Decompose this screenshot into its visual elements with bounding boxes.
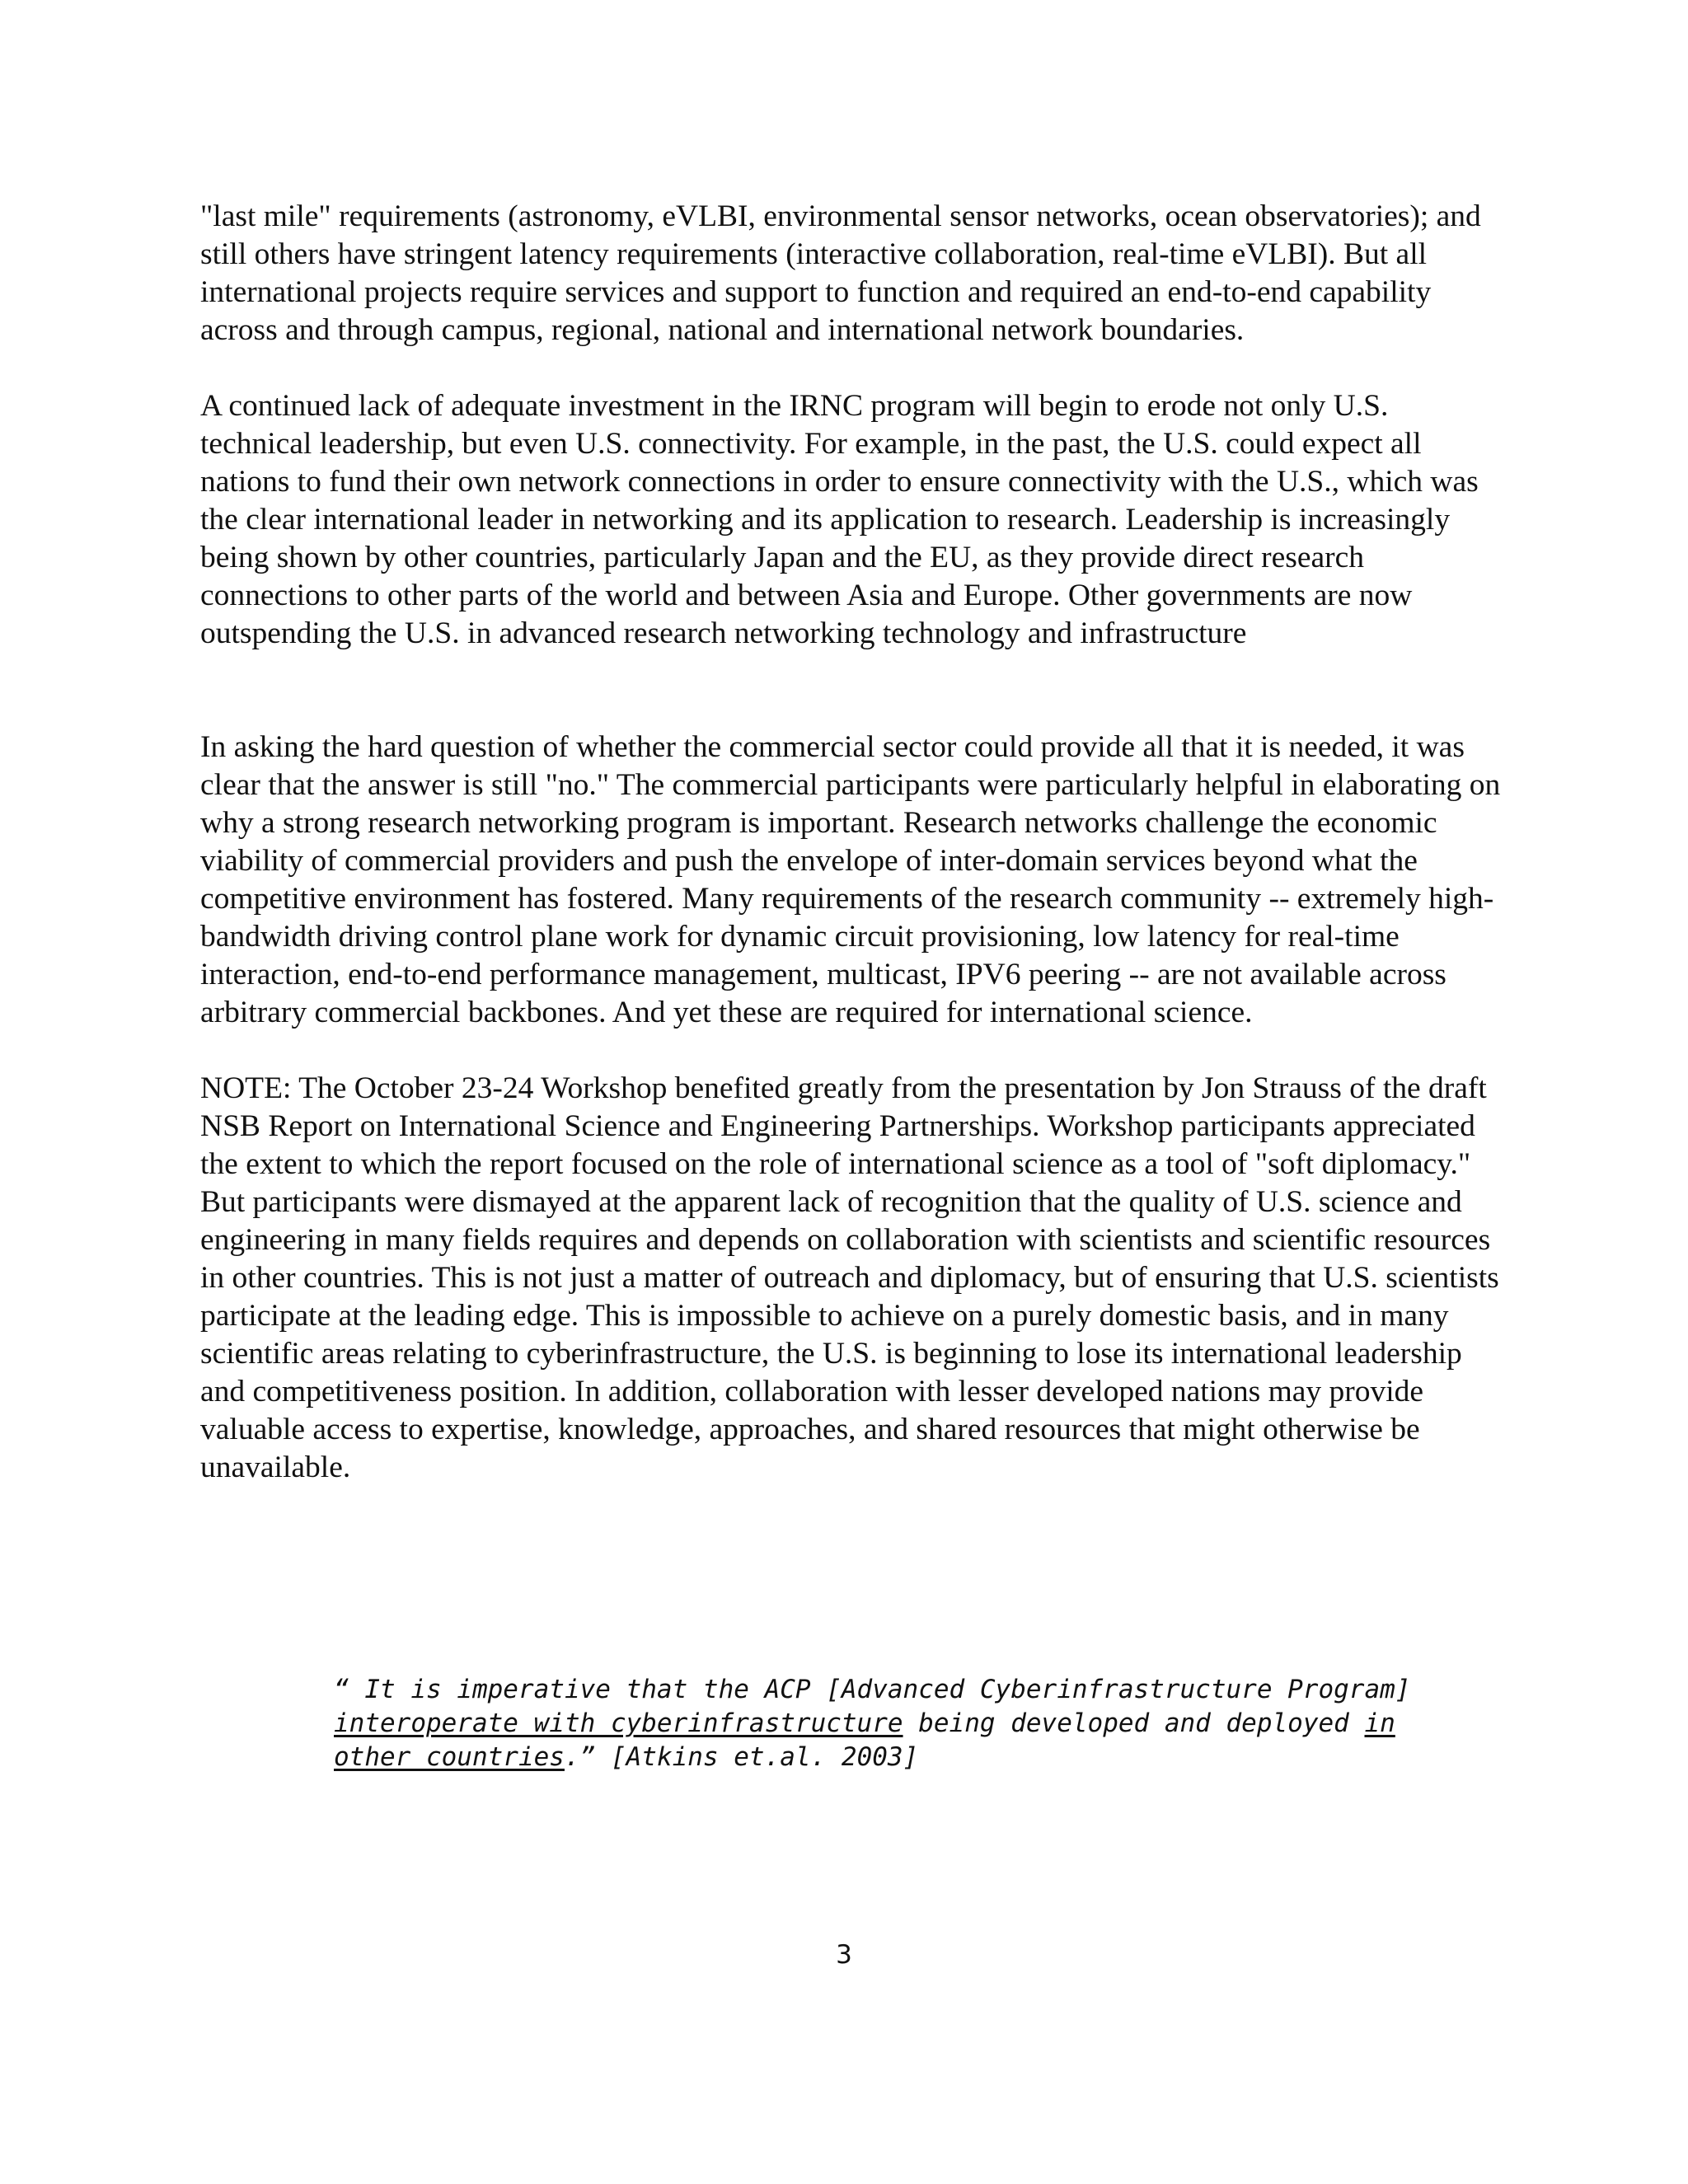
page-number: 3 xyxy=(836,1940,852,1970)
paragraph-spacer xyxy=(200,1032,1503,1070)
paragraph-last-mile: "last mile" requirements (astronomy, eVLBI, environmental sensor networks, ocean observatories); and still others have stringent latency requirements (interactive collaboration, real-time eVLBI). But all international projects require services and support to function and required an end-to-end capability across and through campus, regional, national and international network boundaries. xyxy=(200,199,1481,347)
paragraph-note: NOTE: The October 23-24 Workshop benefited greatly from the presentation by Jon Strauss of the draft NSB Report on International Science and Engineering Partnerships. Workshop participants appreciated the extent to which the report focused on the role of international science as a tool of "soft diplomacy." But participants were dismayed at the apparent lack of recognition that the quality of U.S. science and engineering in many fields requires and depends on collaboration with scientists and scientific resources in other countries. This is not just a matter of outreach and diplomacy, but of ensuring that U.S. scientists participate at the leading edge. This is impossible to achieve on a purely domestic basis, and in many scientific areas relating to cyberinfrastructure, the U.S. is beginning to lose its international leadership and competitiveness position. In addition, collaboration with lesser developed nations may provide valuable access to expertise, knowledge, approaches, and shared resources that might otherwise be unavailable. xyxy=(200,1071,1499,1484)
quote-text: being developed and deployed xyxy=(903,1708,1365,1738)
paragraph-commercial-sector: In asking the hard question of whether the commercial sector could provide all that it is needed, it was clear that the answer is still "no." The commercial participants were particularly helpful in elaborating on why a strong research networking program is important. Research networks challenge the economic viability of commercial providers and push the envelope of inter-domain services beyond what the competitive environment has fostered. Many requirements of the research community -- extremely high-bandwidth driving control plane work for dynamic circuit provisioning, low latency for real-time interaction, end-to-end performance management, multicast, IPV6 peering -- are not available across arbitrary commercial backbones. And yet these are required for international science. xyxy=(200,730,1501,1029)
paragraph-irnc-investment: A continued lack of adequate investment in the IRNC program will begin to erode not only U.S. technical leadership, but even U.S. connectivity. For example, in the past, the U.S. could expect all nations to fund their own network connections in order to ensure connectivity with the U.S., which was the clear international leader in networking and its application to research. Leadership is increasingly being shown by other countries, particularly Japan and the EU, as they provide direct research connections to other parts of the world and between Asia and Europe. Other governments are now outspending the U.S. in advanced research networking technology and infrastructure xyxy=(200,389,1479,650)
quote-text: “ It is imperative that the ACP [Advanced Cyberinfrastructure Program] xyxy=(334,1675,1411,1704)
paragraph-spacer xyxy=(200,349,1503,387)
quote-citation: .” [Atkins et.al. 2003] xyxy=(564,1742,919,1772)
paragraph-spacer xyxy=(200,653,1503,729)
quote-underlined-text: in other countries xyxy=(334,1708,1395,1772)
block-quote xyxy=(334,1673,1455,1774)
quote-underlined-text: interoperate with cyberinfrastructure xyxy=(334,1708,903,1738)
body-text xyxy=(200,198,1503,1487)
